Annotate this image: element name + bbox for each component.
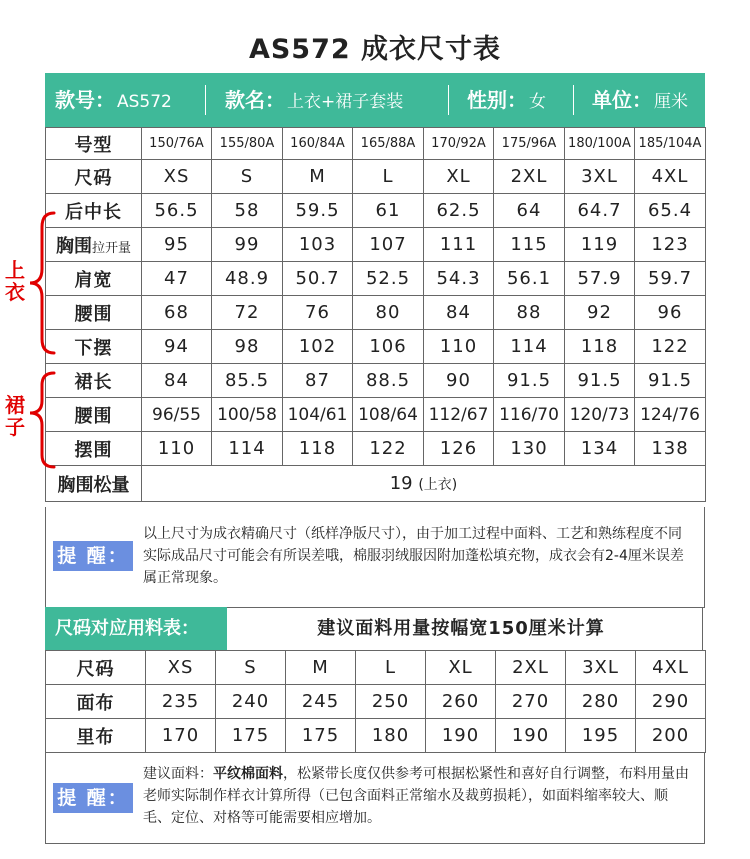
material-cell: 190 [496, 719, 566, 753]
material-cell: 250 [356, 685, 426, 719]
ease-label: 胸围松量 [46, 466, 142, 502]
size-cell: 3XL [566, 651, 636, 685]
measure-cell: 57.9 [565, 262, 635, 296]
model-cell: 175/96A [494, 128, 565, 160]
measure-cell: 114 [494, 330, 565, 364]
measure-row [46, 432, 706, 466]
measure-cell: 114 [212, 432, 283, 466]
material-row [46, 685, 706, 719]
measure-cell: 52.5 [353, 262, 424, 296]
info-header-bar [45, 73, 705, 127]
measure-cell: 62.5 [424, 194, 494, 228]
measure-cell: 56.5 [142, 194, 212, 228]
style-name-value: 上衣+裙子套装 [287, 92, 404, 112]
measure-label-sub: 拉开量 [91, 240, 131, 256]
material-cell: 190 [426, 719, 496, 753]
measure-cell: 115 [494, 228, 565, 262]
measure-cell: 64.7 [565, 194, 635, 228]
unit [592, 73, 688, 127]
measure-cell: 76 [283, 296, 353, 330]
header-divider [448, 85, 449, 115]
size-cell: XL [426, 651, 496, 685]
measure-cell: 106 [353, 330, 424, 364]
gender-label: 性别： [467, 88, 527, 112]
measure-cell: 59.7 [635, 262, 706, 296]
measure-cell: 92 [565, 296, 635, 330]
ease-value-cell [142, 466, 706, 502]
material-title: 建议面料用量按幅宽150厘米计算 [317, 618, 605, 639]
measure-cell: 107 [353, 228, 424, 262]
measure-label: 腰围 [46, 398, 142, 432]
size-label: 尺码 [46, 651, 146, 685]
measure-cell: 104/61 [283, 398, 353, 432]
measure-cell: 88.5 [353, 364, 424, 398]
measure-cell: 122 [635, 330, 706, 364]
model-cell: 185/104A [635, 128, 706, 160]
measure-cell: 123 [635, 228, 706, 262]
size-cell: 3XL [565, 160, 635, 194]
measure-cell: 124/76 [635, 398, 706, 432]
material-cell: 290 [636, 685, 706, 719]
measure-cell: 130 [494, 432, 565, 466]
size-row [46, 160, 706, 194]
measure-cell: 99 [212, 228, 283, 262]
gender [467, 73, 546, 127]
ease-row [46, 466, 706, 502]
note-box [45, 753, 705, 844]
measure-cell: 96/55 [142, 398, 212, 432]
measure-cell: 112/67 [424, 398, 494, 432]
measure-row [46, 398, 706, 432]
ease-note: (上衣) [418, 477, 458, 493]
measure-cell: 119 [565, 228, 635, 262]
size-cell: 4XL [635, 160, 706, 194]
measure-cell: 84 [142, 364, 212, 398]
size-cell: M [286, 651, 356, 685]
note-box [45, 507, 705, 608]
measure-cell: 110 [424, 330, 494, 364]
measure-cell: 98 [212, 330, 283, 364]
size-cell: L [356, 651, 426, 685]
remind-badge: 提 醒： [53, 783, 133, 813]
material-cell: 240 [216, 685, 286, 719]
material-cell: 195 [566, 719, 636, 753]
measure-cell: 94 [142, 330, 212, 364]
model-cell: 180/100A [565, 128, 635, 160]
measure-cell: 72 [212, 296, 283, 330]
material-cell: 200 [636, 719, 706, 753]
measure-cell: 84 [424, 296, 494, 330]
size-cell: XS [142, 160, 212, 194]
measure-cell: 68 [142, 296, 212, 330]
measure-cell: 126 [424, 432, 494, 466]
measure-label: 下摆 [46, 330, 142, 364]
material-cell: 280 [566, 685, 636, 719]
measure-cell: 134 [565, 432, 635, 466]
note-bold: 平纹棉面料 [213, 766, 283, 782]
measure-cell: 58 [212, 194, 283, 228]
material-cell: 245 [286, 685, 356, 719]
measure-cell: 90 [424, 364, 494, 398]
measure-cell: 110 [142, 432, 212, 466]
style-name-label: 款名： [225, 88, 285, 112]
header-divider [205, 85, 206, 115]
top-section-label: 上 衣 [5, 258, 25, 304]
measure-row [46, 228, 706, 262]
measure-row [46, 330, 706, 364]
material-label: 面布 [46, 685, 146, 719]
measure-cell: 80 [353, 296, 424, 330]
note-text: 以上尺寸为成衣精确尺寸（纸样净版尺寸），由于加工过程中面料、工艺和熟练程度不同实际成品尺寸可能会有所误差哦，棉服羽绒服因附加蓬松填充物，成衣会有2-4厘米误差属正常现象。 [143, 526, 684, 586]
skirt-section-label: 裙 子 [5, 393, 25, 439]
model-cell: 160/84A [283, 128, 353, 160]
model-cell: 150/76A [142, 128, 212, 160]
measure-cell: 56.1 [494, 262, 565, 296]
measure-cell: 64 [494, 194, 565, 228]
measure-label: 裙长 [46, 364, 142, 398]
material-label: 里布 [46, 719, 146, 753]
measure-cell: 138 [635, 432, 706, 466]
model-cell: 170/92A [424, 128, 494, 160]
material-cell: 270 [496, 685, 566, 719]
header-divider [573, 85, 574, 115]
measure-cell: 47 [142, 262, 212, 296]
style-number-value: AS572 [117, 92, 172, 112]
measure-cell: 116/70 [494, 398, 565, 432]
size-cell: L [353, 160, 424, 194]
measure-cell: 102 [283, 330, 353, 364]
size-cell: 2XL [494, 160, 565, 194]
ease-value: 19 [389, 473, 413, 494]
material-cell: 260 [426, 685, 496, 719]
measure-cell: 85.5 [212, 364, 283, 398]
top-bracket [30, 213, 54, 353]
measure-cell: 87 [283, 364, 353, 398]
measure-cell: 103 [283, 228, 353, 262]
measure-cell: 59.5 [283, 194, 353, 228]
gender-value: 女 [529, 92, 546, 112]
measure-cell: 95 [142, 228, 212, 262]
model-label: 号型 [46, 128, 142, 160]
style-number-label: 款号： [55, 88, 115, 112]
material-size-row [46, 651, 706, 685]
measure-label: 肩宽 [46, 262, 142, 296]
measure-cell: 111 [424, 228, 494, 262]
material-cell: 180 [356, 719, 426, 753]
measure-cell: 108/64 [353, 398, 424, 432]
material-tag: 尺码对应用料表： [45, 607, 227, 650]
measure-cell: 118 [565, 330, 635, 364]
size-cell: S [212, 160, 283, 194]
section-brackets [20, 205, 60, 470]
measure-cell: 61 [353, 194, 424, 228]
material-cell: 175 [286, 719, 356, 753]
style-number [55, 73, 172, 127]
unit-value: 厘米 [654, 92, 688, 112]
measure-cell: 65.4 [635, 194, 706, 228]
size-cell: S [216, 651, 286, 685]
size-cell: XS [146, 651, 216, 685]
measure-label: 腰围 [46, 296, 142, 330]
measure-label: 摆围 [46, 432, 142, 466]
model-row [46, 128, 706, 160]
measure-cell: 50.7 [283, 262, 353, 296]
material-cell: 175 [216, 719, 286, 753]
measure-cell: 122 [353, 432, 424, 466]
measure-cell: 100/58 [212, 398, 283, 432]
unit-label: 单位： [592, 88, 652, 112]
size-cell: XL [424, 160, 494, 194]
model-cell: 155/80A [212, 128, 283, 160]
note-body: ，松紧带长度仅供参考可根据松紧性和喜好自行调整，布料用量由老师实际制作样衣计算所得（已包含面料正常缩水及裁剪损耗），如面料缩率较大、顺毛、定位、对格等可能需要相应增加。 [143, 766, 689, 826]
size-cell: M [283, 160, 353, 194]
material-cell: 170 [146, 719, 216, 753]
measure-label-text: 胸围 [55, 235, 92, 257]
note-prefix: 建议面料： [143, 766, 213, 782]
measure-row [46, 194, 706, 228]
material-cell: 235 [146, 685, 216, 719]
material-table [45, 650, 706, 753]
page-title: AS572 成衣尺寸表 [248, 34, 502, 65]
material-header [45, 607, 703, 651]
measure-row [46, 262, 706, 296]
measure-cell: 91.5 [494, 364, 565, 398]
style-name [225, 73, 403, 127]
measure-cell: 96 [635, 296, 706, 330]
measure-cell: 118 [283, 432, 353, 466]
size-table [45, 127, 706, 502]
size-cell: 4XL [636, 651, 706, 685]
measure-cell: 120/73 [565, 398, 635, 432]
measure-cell: 54.3 [424, 262, 494, 296]
measure-cell: 91.5 [635, 364, 706, 398]
measure-label: 后中长 [46, 194, 142, 228]
measure-cell: 88 [494, 296, 565, 330]
model-cell: 165/88A [353, 128, 424, 160]
measure-row [46, 364, 706, 398]
note-text [143, 763, 695, 829]
skirt-bracket [30, 373, 54, 467]
measure-cell: 91.5 [565, 364, 635, 398]
size-cell: 2XL [496, 651, 566, 685]
size-label: 尺码 [46, 160, 142, 194]
material-row [46, 719, 706, 753]
measure-cell: 48.9 [212, 262, 283, 296]
measure-row [46, 296, 706, 330]
remind-badge: 提 醒： [53, 541, 133, 571]
